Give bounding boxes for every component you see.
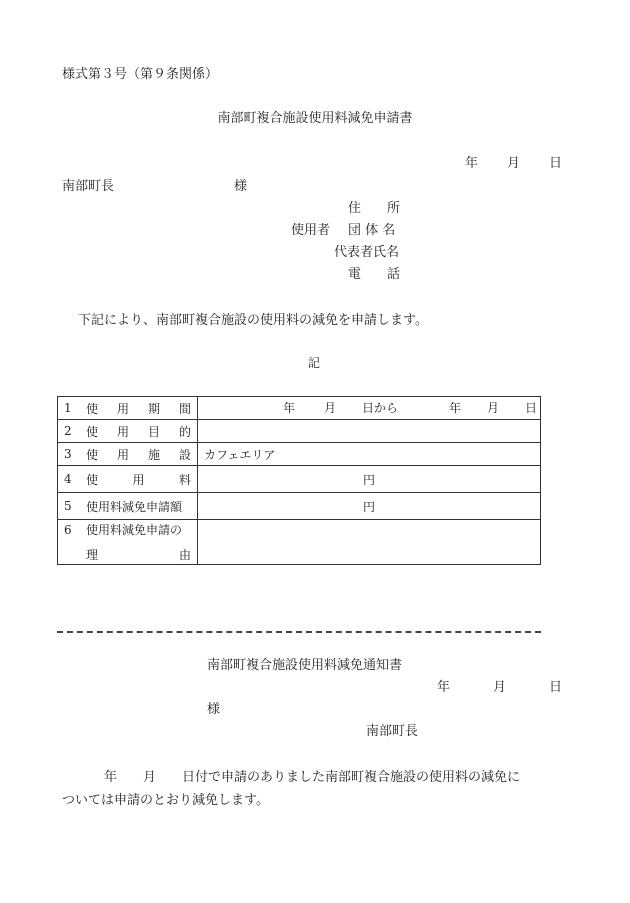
representative-label: 代表者氏名 [334,245,400,260]
notice-honorific: 様 [207,702,221,717]
row-label: 使用料減免申請額 [86,499,183,514]
table-row: 1 使 用 期 間 年 月 日から 年 月 日 [58,397,541,420]
phone-label: 電 話 [348,267,401,282]
application-body: 下記により、南部町複合施設の使用料の減免を申請します。 [78,313,428,328]
user-label: 使用者 [291,223,331,238]
row-label: 使 用 料 [86,472,191,487]
row-label-line2: 理 由 [86,548,191,562]
row-label: 使 用 施 設 [86,447,191,462]
reason-cell[interactable] [198,520,541,565]
addressee-honorific: 様 [234,179,248,194]
form-number: 様式第３号（第９条関係） [62,67,219,82]
group-name-label: 団 体 名 [348,223,396,238]
row-label: 使 用 目 的 [86,424,191,439]
application-title: 南部町複合施設使用料減免申請書 [217,111,413,126]
table-row: 6 使用料減免申請の 理 由 [58,520,541,565]
notice-title: 南部町複合施設使用料減免通知書 [207,658,403,673]
notice-date: 年 月 日 [437,680,562,695]
usage-period-cell[interactable]: 年 月 日から 年 月 日 [198,397,541,420]
notice-body-line2: ついては申請のとおり減免します。 [62,793,269,808]
row-label: 使用料減免申請の [86,523,183,537]
table-row: 4 使 用 料 円 [58,466,541,493]
ki-heading: 記 [308,356,321,370]
usage-purpose-cell[interactable] [198,420,541,443]
date-day: 日 [548,156,562,171]
reduction-amount-cell[interactable]: 円 [198,493,541,520]
cut-line [57,631,541,633]
date-month: 月 [506,156,520,171]
row-label: 使 用 期 間 [86,401,191,416]
table-row: 5 使用料減免申請額 円 [58,493,541,520]
usage-fee-cell[interactable]: 円 [198,466,541,493]
application-date [465,157,562,170]
address-label: 住 所 [348,201,401,216]
date-year: 年 [465,156,479,171]
notice-body-line1: 年 月 日付で申請のありました南部町複合施設の使用料の減免に [104,770,521,785]
addressee-name: 南部町長 [62,179,115,194]
table-row: 2 使 用 目 的 [58,420,541,443]
table-row: 3 使 用 施 設 カフェエリア [58,443,541,466]
notice-issuer: 南部町長 [366,724,419,739]
facility-cell[interactable]: カフェエリア [198,443,541,466]
application-table [57,396,541,565]
